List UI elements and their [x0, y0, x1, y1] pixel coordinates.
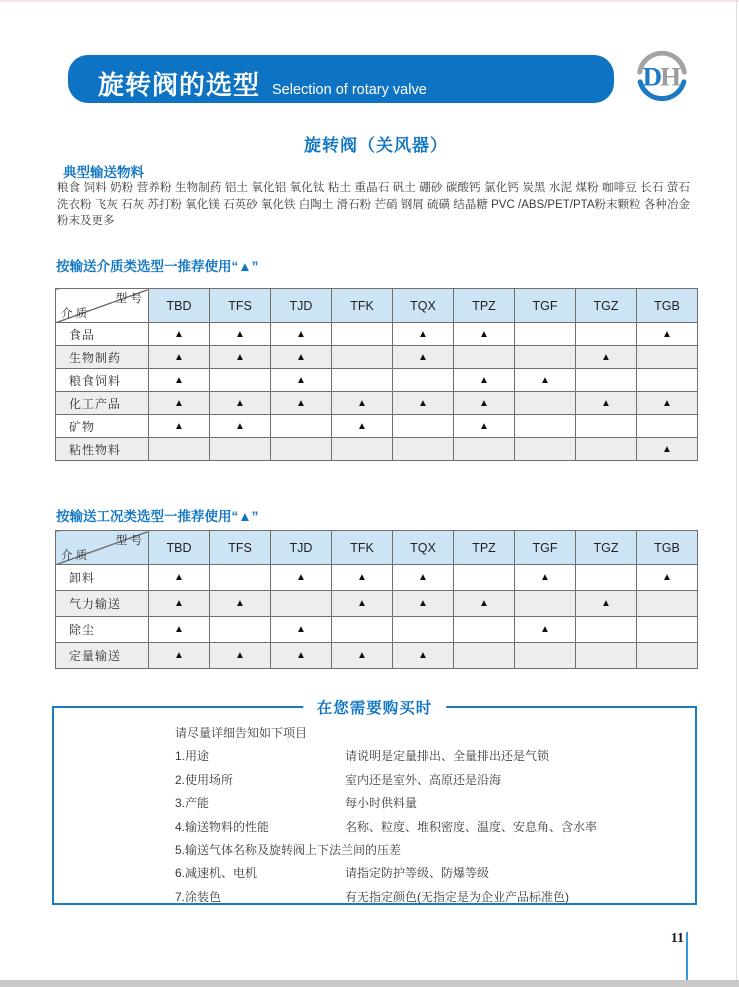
empty-cell: [454, 617, 515, 643]
page-edge-top: [0, 0, 739, 2]
empty-cell: [393, 415, 454, 438]
recommended-mark: ▲: [149, 565, 210, 591]
empty-cell: [332, 438, 393, 461]
empty-cell: [637, 415, 698, 438]
empty-cell: [332, 323, 393, 346]
table-row: [56, 346, 698, 369]
row-label: 食品: [56, 323, 149, 346]
recommended-mark: ▲: [149, 392, 210, 415]
recommended-mark: ▲: [332, 392, 393, 415]
corner-label-model: 型 号: [115, 293, 142, 305]
recommended-mark: ▲: [637, 392, 698, 415]
logo-letter-h: H: [660, 61, 682, 92]
recommended-mark: ▲: [210, 346, 271, 369]
empty-cell: [515, 415, 576, 438]
recommended-mark: ▲: [149, 591, 210, 617]
table-row: [56, 369, 698, 392]
table-row: [56, 415, 698, 438]
page-edge-right: [736, 0, 737, 987]
column-header-tfs: TFS: [210, 531, 271, 565]
purchase-intro: 请尽量详细告知如下项目: [175, 726, 308, 740]
empty-cell: [515, 643, 576, 669]
materials-heading: 典型输送物料: [63, 165, 144, 180]
empty-cell: [576, 415, 637, 438]
table-row: [56, 438, 698, 461]
empty-cell: [576, 617, 637, 643]
column-header-tbd: TBD: [149, 531, 210, 565]
recommended-mark: ▲: [637, 323, 698, 346]
recommended-mark: ▲: [393, 591, 454, 617]
row-label: 矿物: [56, 415, 149, 438]
purchase-box-body: [54, 708, 695, 909]
empty-cell: [271, 415, 332, 438]
column-header-tfs: TFS: [210, 289, 271, 323]
recommended-mark: ▲: [271, 323, 332, 346]
empty-cell: [332, 617, 393, 643]
recommended-mark: ▲: [515, 565, 576, 591]
recommended-mark: ▲: [271, 346, 332, 369]
empty-cell: [576, 643, 637, 669]
purchase-item-row: [175, 792, 685, 815]
recommended-mark: ▲: [149, 369, 210, 392]
column-header-tqx: TQX: [393, 289, 454, 323]
recommended-mark: ▲: [271, 643, 332, 669]
row-label: 气力输送: [56, 591, 149, 617]
recommended-mark: ▲: [210, 415, 271, 438]
purchase-item-row: [175, 816, 685, 839]
recommended-mark: ▲: [393, 346, 454, 369]
table-row: [56, 323, 698, 346]
purchase-box-title: 在您需要购买时: [303, 696, 447, 718]
recommended-mark: ▲: [271, 565, 332, 591]
empty-cell: [149, 438, 210, 461]
recommended-mark: ▲: [271, 392, 332, 415]
recommended-mark: ▲: [149, 617, 210, 643]
row-label: 除尘: [56, 617, 149, 643]
purchase-item-desc: 名称、粒度、堆积密度、温度、安息角、含水率: [345, 819, 598, 834]
recommended-mark: ▲: [454, 591, 515, 617]
column-header-tbd: TBD: [149, 289, 210, 323]
recommended-mark: ▲: [576, 591, 637, 617]
recommended-mark: ▲: [454, 415, 515, 438]
row-label: 粘性物料: [56, 438, 149, 461]
recommended-mark: ▲: [149, 643, 210, 669]
recommended-mark: ▲: [515, 617, 576, 643]
header-banner: [68, 55, 614, 103]
empty-cell: [271, 591, 332, 617]
purchase-item-desc: 请说明是定量排出、全量排出还是气锁: [345, 749, 550, 764]
empty-cell: [332, 369, 393, 392]
purchase-item-desc: 室内还是室外、高原还是沿海: [345, 772, 502, 787]
empty-cell: [515, 438, 576, 461]
recommended-mark: ▲: [515, 369, 576, 392]
table-corner-cell: [56, 531, 149, 565]
page-bottom-bar: [0, 980, 739, 987]
recommended-mark: ▲: [149, 346, 210, 369]
recommended-mark: ▲: [271, 369, 332, 392]
recommended-mark: ▲: [576, 346, 637, 369]
empty-cell: [515, 591, 576, 617]
recommended-mark: ▲: [454, 369, 515, 392]
purchase-item-row: [175, 769, 685, 792]
recommended-mark: ▲: [454, 323, 515, 346]
banner-title-en: Selection of rotary valve: [272, 82, 427, 98]
recommended-mark: ▲: [332, 643, 393, 669]
empty-cell: [210, 617, 271, 643]
table-row: [56, 617, 698, 643]
recommended-mark: ▲: [210, 591, 271, 617]
row-label: 粮食饲料: [56, 369, 149, 392]
recommended-mark: ▲: [210, 643, 271, 669]
purchase-item-label: 3.产能: [175, 796, 210, 811]
banner-title-cn: 旋转阀的选型: [98, 70, 261, 100]
purchase-item-label: 1.用途: [175, 749, 210, 764]
purchase-item-desc: 有无指定颜色(无指定是为企业产品标准色): [345, 889, 569, 904]
purchase-item-desc: [401, 839, 685, 862]
recommended-mark: ▲: [210, 392, 271, 415]
purchase-item-label: 2.使用场所: [175, 772, 234, 787]
media-table-heading: 按输送介质类选型一推荐使用“▲”: [56, 259, 259, 274]
empty-cell: [576, 565, 637, 591]
empty-cell: [210, 565, 271, 591]
column-header-tjd: TJD: [271, 289, 332, 323]
recommended-mark: ▲: [271, 617, 332, 643]
empty-cell: [576, 438, 637, 461]
empty-cell: [210, 369, 271, 392]
recommended-mark: ▲: [332, 591, 393, 617]
recommended-mark: ▲: [332, 565, 393, 591]
recommended-mark: ▲: [393, 565, 454, 591]
page-number-accent-line: [686, 932, 688, 981]
column-header-tgz: TGZ: [576, 289, 637, 323]
recommended-mark: ▲: [454, 392, 515, 415]
condition-table-heading: 按输送工况类选型一推荐使用“▲”: [56, 509, 259, 524]
empty-cell: [454, 346, 515, 369]
row-label: 卸料: [56, 565, 149, 591]
column-header-tgf: TGF: [515, 289, 576, 323]
recommended-mark: ▲: [637, 565, 698, 591]
empty-cell: [393, 369, 454, 392]
column-header-tqx: TQX: [393, 531, 454, 565]
corner-label-medium: 介 质: [61, 550, 88, 562]
purchase-item-label: 6.减速机、电机: [175, 866, 258, 881]
media-selection-table: [55, 288, 698, 461]
empty-cell: [271, 438, 332, 461]
logo-letter-d: D: [642, 61, 663, 92]
recommended-mark: ▲: [332, 415, 393, 438]
empty-cell: [454, 438, 515, 461]
table-row: [56, 392, 698, 415]
purchase-item-desc: 每小时供料量: [345, 796, 418, 811]
dh-logo-icon: [634, 48, 690, 104]
corner-label-model: 型 号: [115, 535, 142, 547]
purchase-info-box: [52, 700, 697, 905]
table-row: [56, 591, 698, 617]
column-header-tfk: TFK: [332, 531, 393, 565]
column-header-tjd: TJD: [271, 531, 332, 565]
page-subtitle: 旋转阀（关风器）: [304, 136, 448, 155]
empty-cell: [576, 323, 637, 346]
recommended-mark: ▲: [393, 323, 454, 346]
column-header-tpz: TPZ: [454, 289, 515, 323]
purchase-item-row: [175, 862, 685, 885]
empty-cell: [515, 323, 576, 346]
purchase-item-label: 4.输送物料的性能: [175, 819, 270, 834]
table-corner-cell: [56, 289, 149, 323]
empty-cell: [515, 346, 576, 369]
recommended-mark: ▲: [576, 392, 637, 415]
corner-label-medium: 介 质: [61, 308, 88, 320]
empty-cell: [637, 643, 698, 669]
empty-cell: [454, 643, 515, 669]
column-header-tgf: TGF: [515, 531, 576, 565]
purchase-item-row: [175, 839, 685, 862]
purchase-items-list: [175, 745, 685, 909]
empty-cell: [332, 346, 393, 369]
row-label: 定量输送: [56, 643, 149, 669]
recommended-mark: ▲: [149, 415, 210, 438]
empty-cell: [637, 591, 698, 617]
column-header-tfk: TFK: [332, 289, 393, 323]
column-header-tgb: TGB: [637, 289, 698, 323]
column-header-tgz: TGZ: [576, 531, 637, 565]
table-row: [56, 565, 698, 591]
recommended-mark: ▲: [637, 438, 698, 461]
empty-cell: [637, 369, 698, 392]
purchase-item-label: 7.涂装色: [175, 889, 222, 904]
condition-selection-table: [55, 530, 698, 669]
materials-text: 粮食 饲料 奶粉 营养粉 生物制药 铝土 氧化铝 氧化钛 粘土 重晶石 矾土 硼砂 碳酸钙 氯化钙 炭黑 水泥 煤粉 咖啡豆 长石 萤石 洗衣粉 飞灰 石灰 苏打粉 氧化镁 石英砂 氧化铁 白陶土 滑石粉 芒硝 钢屑 硫磺 结晶糖 PVC /ABS/PET/PTA粉末颗粒 各种冶金粉末及更多: [57, 182, 690, 227]
empty-cell: [637, 617, 698, 643]
empty-cell: [515, 392, 576, 415]
purchase-intro-row: [175, 722, 685, 745]
recommended-mark: ▲: [393, 643, 454, 669]
empty-cell: [210, 438, 271, 461]
empty-cell: [576, 369, 637, 392]
purchase-item-desc: 请指定防护等级、防爆等级: [345, 866, 490, 881]
recommended-mark: ▲: [393, 392, 454, 415]
row-label: 化工产品: [56, 392, 149, 415]
purchase-item-label: 5.输送气体名称及旋转阀上下法兰间的压差: [175, 843, 402, 858]
purchase-item-row: [175, 886, 685, 909]
recommended-mark: ▲: [149, 323, 210, 346]
column-header-tgb: TGB: [637, 531, 698, 565]
empty-cell: [393, 617, 454, 643]
recommended-mark: ▲: [210, 323, 271, 346]
table-row: [56, 643, 698, 669]
row-label: 生物制药: [56, 346, 149, 369]
empty-cell: [637, 346, 698, 369]
purchase-item-row: [175, 745, 685, 768]
page-number: 11: [670, 931, 684, 946]
empty-cell: [393, 438, 454, 461]
empty-cell: [454, 565, 515, 591]
column-header-tpz: TPZ: [454, 531, 515, 565]
